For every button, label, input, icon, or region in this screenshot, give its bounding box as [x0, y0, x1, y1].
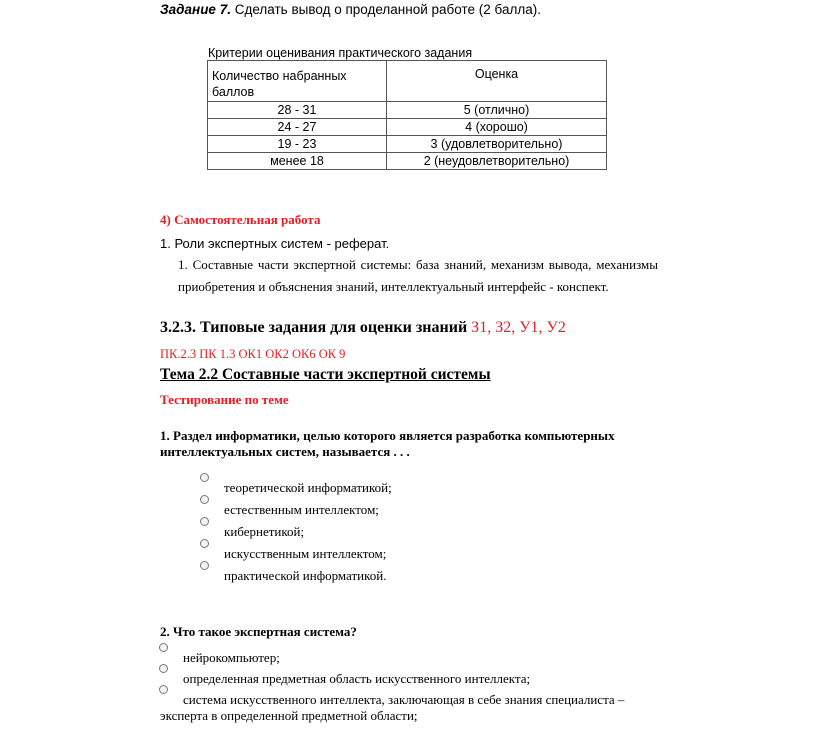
q1-option-label: естественным интеллектом;	[224, 502, 379, 517]
question-1: 1. Раздел информатики, целью которого является разработка компьютерных интеллектуальных систем, называется . . .	[160, 428, 615, 459]
task7-label: Задание 7.	[160, 2, 231, 17]
criteria-caption: Критерии оценивания практического задания	[208, 46, 473, 60]
radio-icon[interactable]	[200, 473, 209, 482]
section4-item-1b: 1. Составные части экспертной системы: база знаний, механизм вывода, механизмы приобретения и объяснения знаний, интеллектуальный интерфейс - конспект.	[178, 257, 658, 294]
radio-icon[interactable]	[159, 685, 168, 694]
q2-option-label: система искусственного интеллекта, заключающая в себе знания специалиста –	[183, 692, 625, 707]
radio-icon[interactable]	[200, 539, 209, 548]
q1-option-label: практической информатикой.	[224, 568, 387, 583]
criteria-points-cell: менее 18	[208, 153, 387, 170]
radio-icon[interactable]	[200, 517, 209, 526]
topic-heading: Тема 2.2 Составные части экспертной системы	[160, 366, 491, 383]
table-row	[208, 153, 607, 170]
radio-icon[interactable]	[200, 495, 209, 504]
table-row	[208, 102, 607, 119]
section-323-title: 3.2.3. Типовые задания для оценки знаний	[160, 319, 472, 336]
criteria-table	[207, 60, 607, 170]
criteria-header-row	[208, 61, 607, 102]
criteria-points-cell: 28 - 31	[208, 102, 387, 119]
section-323-codes: З1, З2, У1, У2	[471, 319, 566, 336]
radio-icon[interactable]	[159, 643, 168, 652]
q2-option-3-continuation: эксперта в определенной предметной области;	[160, 708, 418, 723]
competencies-line: ПК.2.3 ПК 1.3 ОК1 ОК2 ОК6 ОК 9	[160, 347, 346, 361]
q1-option-label: теоретической информатикой;	[224, 480, 392, 495]
q1-option-label: искусственным интеллектом;	[224, 546, 387, 561]
criteria-grade-cell: 3 (удовлетворительно)	[387, 136, 607, 153]
radio-icon[interactable]	[159, 664, 168, 673]
section-323-heading	[160, 319, 566, 337]
section4-item-1: 1. Роли экспертных систем - реферат.	[160, 236, 390, 251]
q2-option-label: определенная предметная область искусственного интеллекта;	[183, 671, 531, 686]
q2-option-label: нейрокомпьютер;	[183, 650, 280, 665]
criteria-header-grade: Оценка	[387, 61, 607, 102]
criteria-grade-cell: 2 (неудовлетворительно)	[387, 153, 607, 170]
table-row	[208, 119, 607, 136]
q1-option-label: кибернетикой;	[224, 524, 305, 539]
criteria-points-cell: 19 - 23	[208, 136, 387, 153]
question-2: 2. Что такое экспертная система?	[160, 624, 357, 639]
table-row	[208, 136, 607, 153]
radio-icon[interactable]	[200, 561, 209, 570]
testing-heading: Тестирование по теме	[160, 392, 289, 407]
section4-heading: 4) Самостоятельная работа	[160, 212, 321, 227]
criteria-header-points: Количество набранных баллов	[208, 61, 387, 102]
task7-line	[160, 2, 541, 17]
criteria-grade-cell: 5 (отлично)	[387, 102, 607, 119]
task7-text: Сделать вывод о проделанной работе (2 балла).	[230, 2, 541, 17]
criteria-grade-cell: 4 (хорошо)	[387, 119, 607, 136]
criteria-points-cell: 24 - 27	[208, 119, 387, 136]
